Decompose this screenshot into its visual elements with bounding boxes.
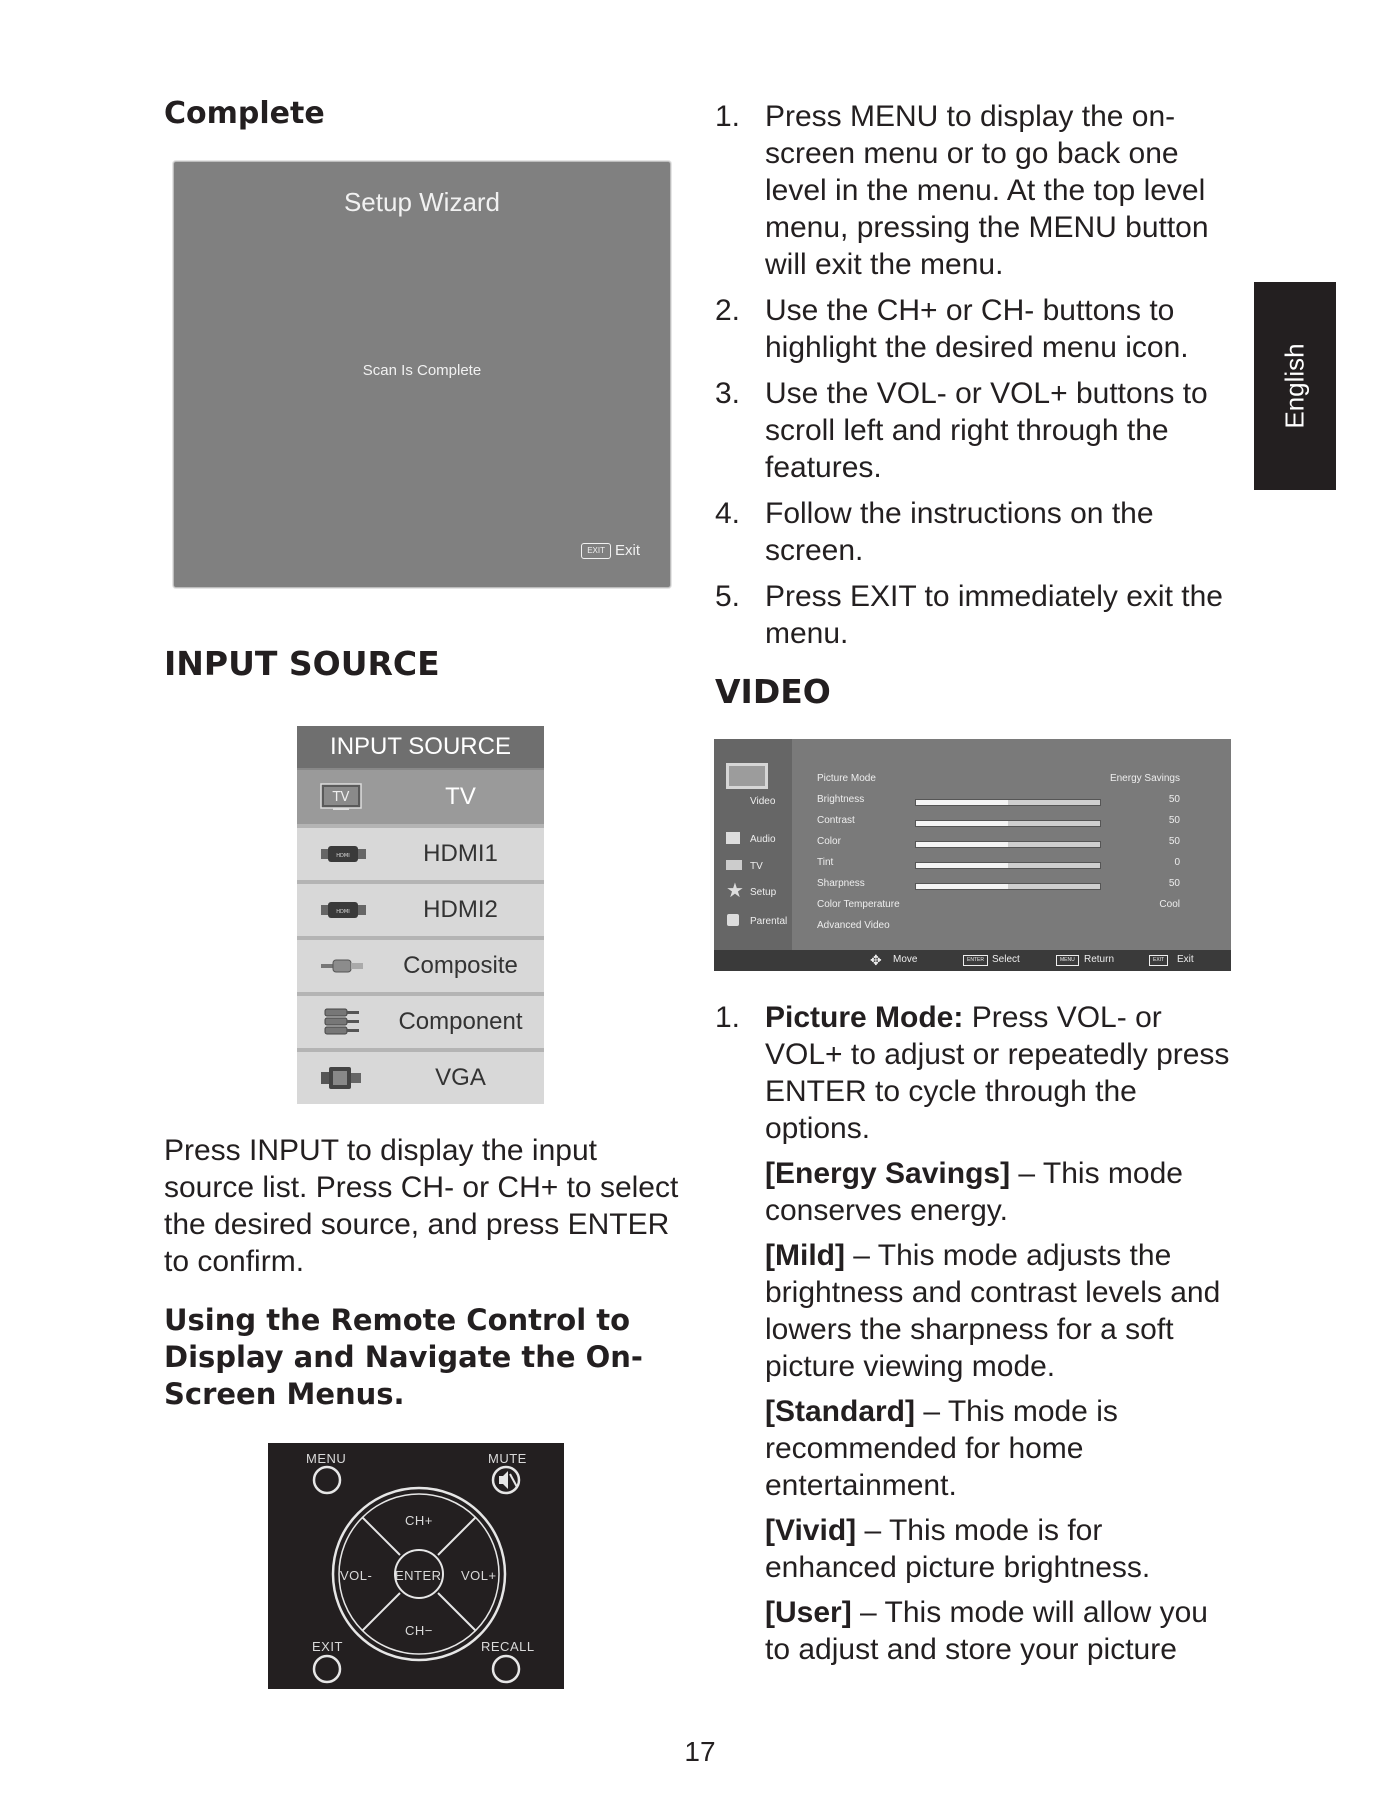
page-number: 17	[684, 1736, 716, 1767]
tint-slider-fill	[916, 863, 1008, 868]
row-label-picture-mode[interactable]: Picture Mode	[817, 773, 876, 784]
menu-key-icon: MENU	[1056, 955, 1079, 966]
video-menu-side-video[interactable]: Video	[750, 796, 776, 807]
footer-select-label: Select	[992, 954, 1020, 965]
color-slider[interactable]	[915, 841, 1101, 848]
mute-label: MUTE	[488, 1451, 527, 1466]
footer-move-label: Move	[893, 954, 918, 965]
row-value-picture-mode: Energy Savings	[1109, 773, 1180, 784]
hdmi-icon	[319, 840, 367, 868]
setup-star-icon: ★	[726, 880, 744, 902]
row-value-tint: 0	[1174, 857, 1180, 868]
row-label-color-temperature[interactable]: Color Temperature	[817, 899, 900, 910]
row-value-sharpness: 50	[1168, 878, 1180, 889]
ch-up-label: CH+	[405, 1513, 433, 1528]
exit-key-icon: EXIT	[581, 543, 611, 559]
wizard-exit-hint	[581, 542, 640, 559]
language-tab-label: English	[1279, 343, 1310, 429]
menu-label: MENU	[306, 1451, 347, 1466]
step-item: 3. Use the VOL- or VOL+ buttons to scroll left and right through the features.	[715, 377, 1208, 484]
row-value-color-temperature: Cool	[1159, 899, 1180, 910]
ch-down-label: CH−	[405, 1623, 433, 1638]
input-option-vga[interactable]	[297, 1048, 544, 1104]
audio-icon	[726, 832, 740, 844]
input-source-heading: INPUT SOURCE	[164, 644, 440, 683]
picture-mode-title: Picture Mode:	[765, 1001, 964, 1034]
input-option-label: Composite	[403, 952, 518, 979]
picture-mode-option: [Mild] – This mode adjusts the brightness and contrast levels and lowers the sharpness for a soft picture viewing mode.	[765, 1239, 1221, 1383]
hdmi1-icon-badge: HDMI	[336, 853, 350, 859]
video-menu-side-parental[interactable]: Parental	[750, 916, 788, 927]
hdmi-icon	[319, 896, 367, 924]
input-option-component[interactable]	[297, 992, 544, 1048]
row-label-sharpness[interactable]: Sharpness	[817, 878, 865, 889]
input-option-hdmi2[interactable]	[297, 880, 544, 936]
wizard-exit-label: Exit	[614, 542, 640, 559]
input-source-instructions: Press INPUT to display the input source list. Press CH- or CH+ to select the desired source, and press ENTER to confirm.	[164, 1134, 679, 1278]
exit-key-icon: EXIT	[1149, 955, 1168, 966]
input-source-menu-header: INPUT SOURCE	[297, 726, 544, 768]
input-option-label: Component	[398, 1008, 523, 1035]
video-heading: VIDEO	[715, 672, 831, 711]
wizard-message: Scan Is Complete	[362, 362, 482, 379]
brightness-slider-fill	[916, 800, 1008, 805]
footer-exit-label: Exit	[1177, 954, 1194, 965]
input-option-hdmi1[interactable]	[297, 824, 544, 880]
move-arrows-icon: ✥	[870, 952, 882, 968]
recall-button[interactable]	[493, 1656, 519, 1682]
picture-mode-option: [Vivid] – This mode is for enhanced picture brightness.	[765, 1514, 1151, 1584]
picture-mode-intro: Press VOL- or VOL+ to adjust or repeatedly press ENTER to cycle through the options.	[765, 1001, 1230, 1145]
tv-icon-badge: TV	[332, 790, 350, 805]
row-label-color[interactable]: Color	[817, 836, 841, 847]
input-source-menu	[297, 726, 544, 1104]
menu-navigation-steps	[715, 98, 1235, 652]
picture-mode-section	[715, 999, 1235, 1668]
video-menu-screen	[714, 739, 1231, 971]
video-menu-side-audio[interactable]: Audio	[750, 834, 776, 845]
input-option-label: HDMI1	[423, 840, 498, 867]
input-option-label: TV	[445, 783, 476, 810]
vol-down-label: VOL-	[340, 1568, 373, 1583]
video-icon	[726, 763, 768, 791]
input-option-label: HDMI2	[423, 896, 498, 923]
exit-label: EXIT	[312, 1639, 343, 1654]
video-menu-side-tv[interactable]: TV	[750, 861, 763, 872]
mute-icon	[499, 1471, 517, 1489]
video-menu-side-setup[interactable]: Setup	[750, 887, 777, 898]
hdmi2-icon-badge: HDMI	[336, 909, 350, 915]
tv-small-icon	[726, 860, 742, 870]
step-item: 2. Use the CH+ or CH- buttons to highlight the desired menu icon.	[715, 294, 1189, 364]
language-tab	[1254, 282, 1336, 490]
sharpness-slider-fill	[916, 884, 1008, 889]
row-value-color: 50	[1168, 836, 1180, 847]
setup-wizard-screen	[173, 161, 671, 588]
footer-return-label: Return	[1084, 954, 1115, 965]
row-label-contrast[interactable]: Contrast	[817, 815, 855, 826]
row-value-brightness: 50	[1168, 794, 1180, 805]
input-option-composite[interactable]	[297, 936, 544, 992]
composite-cable-icon	[319, 952, 367, 980]
exit-button[interactable]	[314, 1656, 340, 1682]
contrast-slider[interactable]	[915, 820, 1101, 827]
step-item: 1. Press MENU to display the on-screen menu or to go back one level in the menu. At the top level menu, pressing the MENU button will exit the menu.	[715, 100, 1209, 281]
row-value-contrast: 50	[1168, 815, 1180, 826]
picture-mode-option: [Standard] – This mode is recommended for home entertainment.	[765, 1395, 1118, 1502]
picture-mode-number: 1.	[715, 1001, 741, 1034]
recall-label: RECALL	[481, 1639, 535, 1654]
contrast-slider-fill	[916, 821, 1008, 826]
row-label-brightness[interactable]: Brightness	[817, 794, 865, 805]
vol-up-label: VOL+	[461, 1568, 497, 1583]
picture-mode-option: [User] – This mode will allow you to adjust and store your picture	[765, 1596, 1208, 1666]
remote-control-diagram	[268, 1443, 564, 1689]
component-cable-icon	[319, 1008, 367, 1036]
brightness-slider[interactable]	[915, 799, 1101, 806]
wizard-title: Setup Wizard	[343, 187, 501, 217]
vga-icon	[319, 1064, 367, 1092]
menu-button[interactable]	[314, 1467, 340, 1493]
tint-slider[interactable]	[915, 862, 1101, 869]
input-option-tv[interactable]	[297, 768, 544, 824]
input-option-label: VGA	[435, 1064, 486, 1091]
picture-mode-item	[715, 999, 1235, 1668]
step-item: 4. Follow the instructions on the screen.	[715, 497, 1154, 567]
lock-icon	[727, 914, 739, 926]
tv-icon	[319, 783, 367, 811]
color-slider-fill	[916, 842, 1008, 847]
enter-key-icon: ENTER	[963, 955, 988, 966]
sharpness-slider[interactable]	[915, 883, 1101, 890]
enter-label: ENTER	[395, 1568, 442, 1583]
row-label-tint[interactable]: Tint	[817, 857, 834, 868]
picture-mode-option: [Energy Savings] – This mode conserves energy.	[765, 1157, 1183, 1227]
row-label-advanced-video[interactable]: Advanced Video	[817, 920, 890, 931]
remote-heading: Using the Remote Control to Display and Navigate the On-Screen Menus.	[164, 1303, 643, 1411]
complete-heading: Complete	[164, 96, 325, 131]
video-menu-footer	[714, 950, 1231, 971]
step-item: 5. Press EXIT to immediately exit the menu.	[715, 580, 1223, 650]
